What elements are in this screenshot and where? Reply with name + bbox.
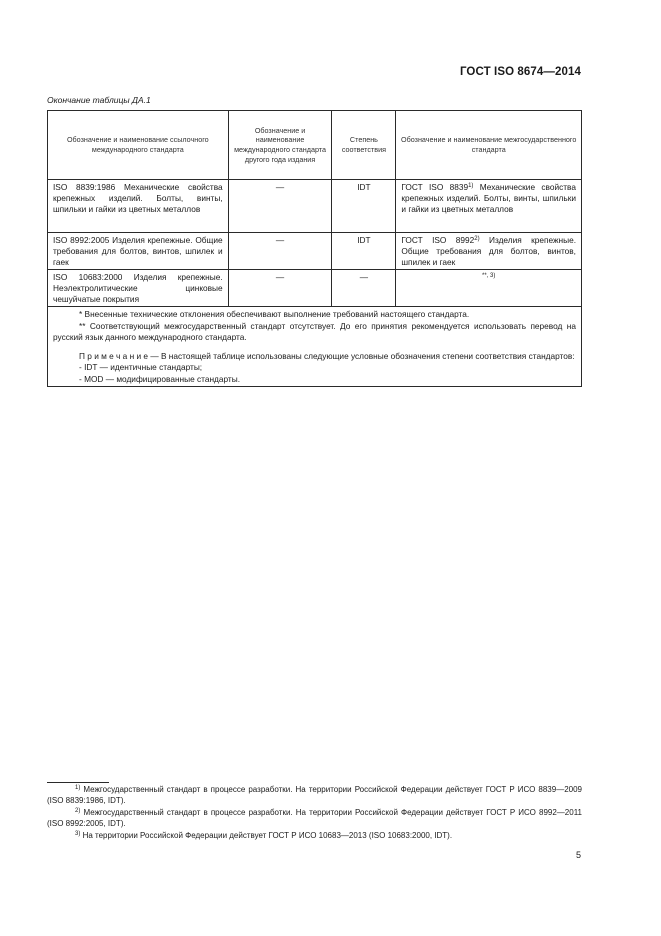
cell-other-year: — <box>228 233 332 270</box>
page-number: 5 <box>575 850 581 860</box>
footnotes <box>47 784 582 841</box>
table-notes <box>48 307 582 387</box>
note-legend <box>53 351 576 363</box>
footnote-text: На территории Российской Федерации действует ГОСТ Р ИСО 10683—2013 (ISO 10683:2000, IDT). <box>80 830 453 840</box>
cell-interstate-standard <box>396 233 582 270</box>
cell-degree: — <box>332 270 396 307</box>
table-notes-row <box>48 307 582 387</box>
footnote-text: Межгосударственный стандарт в процессе разработки. На территории Российской Федерации действует ГОСТ Р ИСО 8839—2009 (ISO 8839:1986, IDT). <box>47 785 582 806</box>
note-no-interstate: ** Соответствующий межгосударственный стандарт отсутствует. До его принятия рекомендуется использовать перевод на русский язык данного международного стандарта. <box>53 320 576 342</box>
footnote <box>47 784 582 807</box>
cell-intl-standard: ISO 10683:2000 Изделия крепежные. Неэлектролитические цинковые чешуйчатые покрытия <box>48 270 229 307</box>
footnote <box>47 830 582 841</box>
cell-interstate-standard <box>396 180 582 233</box>
interstate-title: Изделия крепежные. Общие требования для болтов, винтов, шпилек и гаек <box>401 235 577 267</box>
footnote-ref: **, 3) <box>482 273 496 279</box>
cell-interstate-standard <box>396 270 582 307</box>
footnote-ref: 1) <box>468 183 474 189</box>
cell-other-year: — <box>228 180 332 233</box>
cell-other-year: — <box>228 270 332 307</box>
legend-mod: - MOD — модифицированные стандарты. <box>79 373 241 384</box>
cell-degree: IDT <box>332 233 396 270</box>
footnote-text: Межгосударственный стандарт в процессе разработки. На территории Российской Федерации действует ГОСТ Р ИСО 8992—2011 (ISO 8992:2005, IDT). <box>47 807 582 829</box>
cell-intl-standard: ISO 8839:1986 Механические свойства крепежных изделий. Болты, винты, шпильки и гайки из цветных металлов <box>48 180 229 233</box>
note-text: — В настоящей таблице использованы следующие условные обозначения степени соответствия стандартов: <box>148 350 575 361</box>
interstate-code: ГОСТ ISO 8992 <box>401 235 475 245</box>
footnote-ref: 2) <box>474 236 480 242</box>
footnote-mark: 1) <box>75 785 81 791</box>
header-degree: Степень соответствия <box>332 111 396 180</box>
footnote-divider <box>47 782 109 783</box>
note-deviations: * Внесенные технические отклонения обеспечивают выполнение требований настоящего стандарта. <box>79 309 470 319</box>
header-interstate-standard: Обозначение и наименование межгосударственного стандарта <box>396 111 582 180</box>
standards-table <box>47 110 582 387</box>
cell-intl-standard: ISO 8992:2005 Изделия крепежные. Общие требования для болтов, винтов, шпилек и гаек <box>48 233 229 270</box>
footnote-mark: 2) <box>75 807 81 814</box>
table-row <box>48 233 582 270</box>
table-row <box>48 180 582 233</box>
interstate-code: ГОСТ ISO 8839 <box>401 182 469 192</box>
cell-degree: IDT <box>332 180 396 233</box>
footnote <box>47 807 582 830</box>
interstate-title: Механические свойства крепежных изделий. Болты, винты, шпильки и гайки из цветных металлов <box>401 182 576 214</box>
legend-idt: - IDT — идентичные стандарты; <box>79 362 203 372</box>
table-header-row <box>48 111 582 180</box>
document-code: ГОСТ ISO 8674—2014 <box>459 66 581 78</box>
table-caption: Окончание таблицы ДА.1 <box>47 95 151 105</box>
header-intl-standard: Обозначение и наименование ссылочного международного стандарта <box>48 111 229 180</box>
table-row <box>48 270 582 307</box>
header-other-year-standard: Обозначение и наименование международного стандарта другого года издания <box>228 111 332 180</box>
footnote-mark: 3) <box>75 830 81 837</box>
note-label: П р и м е ч а н и е <box>79 350 149 361</box>
